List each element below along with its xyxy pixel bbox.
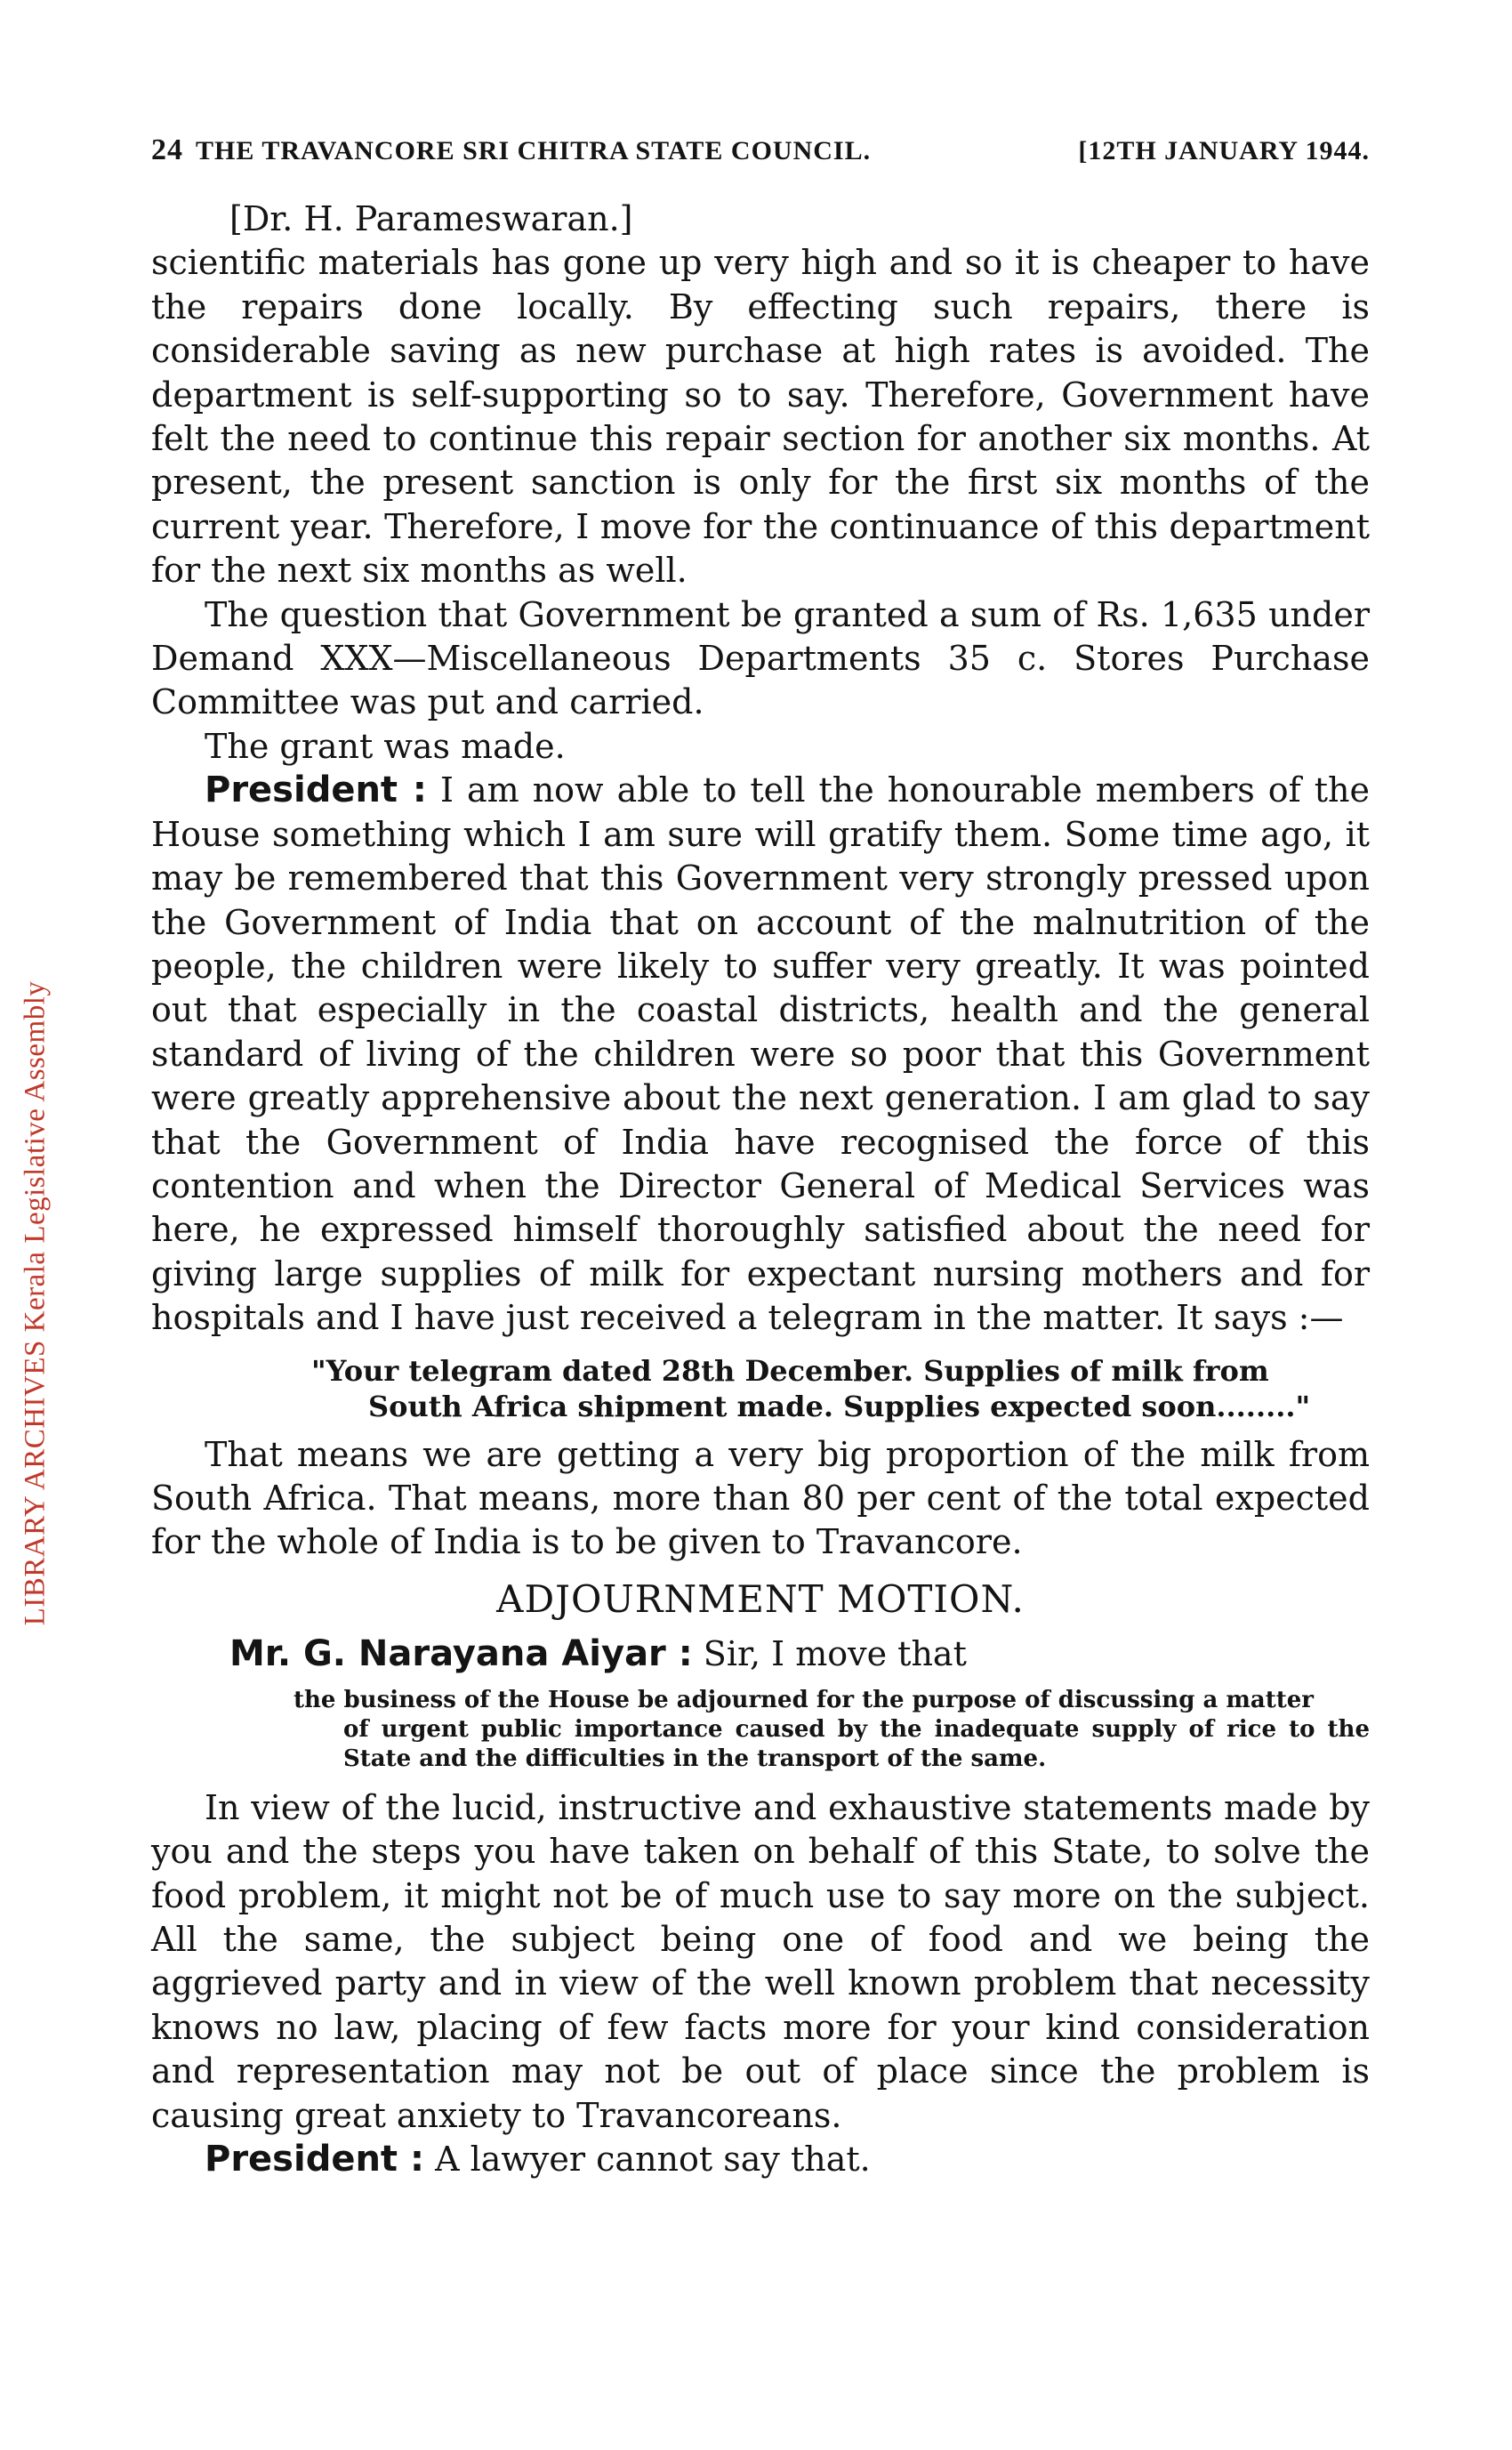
paragraph-president-milk-text: I am now able to tell the honourable members of the House something which I am sure will gratify them. Some time ago, it may be remembered that this Government very strongly pressed upon the Government of India that on account of the malnutrition of the people, the children were likely to suffer very greatly. It was pointed out that especially in the coastal districts, health and the general standard of living of the children were so poor that this Government were greatly apprehensive about the next generation. I am glad to say that the Government of India have recognised the force of this contention and when the Director General of Medical Services was here, he expressed himself thoroughly satisfied about the need for giving large supplies of milk for expectant nursing mothers and for hospitals and I have just received a telegram in the matter. It says :—	[151, 770, 1370, 1338]
motion-wording-line-2: of urgent public importance caused by the inadequate supply of rice to the State and the difficulties in the transport of the same.	[343, 1715, 1370, 1772]
speaker-reference: [Dr. H. Parameswaran.]	[229, 199, 633, 238]
paragraph-president-milk	[151, 769, 1370, 1340]
document-page	[151, 133, 1370, 2181]
motion-wording-line-1: the business of the House be adjourned for the purpose of discussing a matter	[294, 1686, 1314, 1713]
paragraph-grant-made: The grant was made.	[205, 726, 566, 766]
paragraph-question-put: The question that Government be granted a sum of Rs. 1,635 under Demand XXX—Miscellaneous Departments 35 c. Stores Purchase Committee was put and carried.	[151, 594, 1370, 722]
paragraph-president-lawyer	[151, 2138, 1370, 2181]
paragraph-milk-proportion: That means we are getting a very big proportion of the milk from South Africa. That means, more than 80 per cent of the total expected for the whole of India is to be given to Travancore.	[151, 1434, 1370, 1562]
telegram-quote-line-2: South Africa shipment made. Supplies expected soon........"	[368, 1389, 1311, 1423]
speaker-name-president: President :	[205, 770, 427, 811]
motion-mover-line	[229, 1629, 1370, 1679]
telegram-quote	[151, 1353, 1370, 1424]
motion-wording	[151, 1686, 1370, 1774]
running-header	[151, 133, 1370, 167]
paragraph-president-lawyer-text: A lawyer cannot say that.	[435, 2140, 871, 2180]
section-heading: ADJOURNMENT MOTION.	[496, 1576, 1025, 1621]
session-date: [12TH JANUARY 1944.	[1078, 136, 1370, 165]
telegram-quote-line-1: "Your telegram dated 28th December. Supplies of milk from	[311, 1353, 1269, 1388]
speaker-name-president-2: President :	[205, 2139, 424, 2180]
publication-title: THE TRAVANCORE SRI CHITRA STATE COUNCIL.	[196, 136, 872, 165]
paragraph-food-problem: In view of the lucid, instructive and exhaustive statements made by you and the steps you have taken on behalf of this State, to solve the food problem, it might not be of much use to say more on the subject. All the same, the subject being one of food and we being the aggrieved party and in view of the well known problem that necessity knows no law, placing of few facts more for your kind consideration and representation may not be out of place since the problem is causing great anxiety to Travancoreans.	[151, 1787, 1370, 2135]
motion-lead-text: Sir, I move that	[703, 1633, 967, 1673]
speaker-name-narayana-aiyar: Mr. G. Narayana Aiyar :	[229, 1632, 693, 1674]
archive-watermark-label: LIBRARY ARCHIVES Kerala Legislative Assembly	[19, 980, 52, 1626]
paragraph-repairs: scientific materials has gone up very high and so it is cheaper to have the repairs done locally. By effecting such repairs, there is considerable saving as new purchase at high rates is avoided. The department is self-supporting so to say. Therefore, Government have felt the need to continue this repair section for another six months. At present, the present sanction is only for the first six months of the current year. Therefore, I move for the continuance of this department for the next six months as well.	[151, 243, 1370, 591]
page-number: 24	[151, 133, 183, 166]
